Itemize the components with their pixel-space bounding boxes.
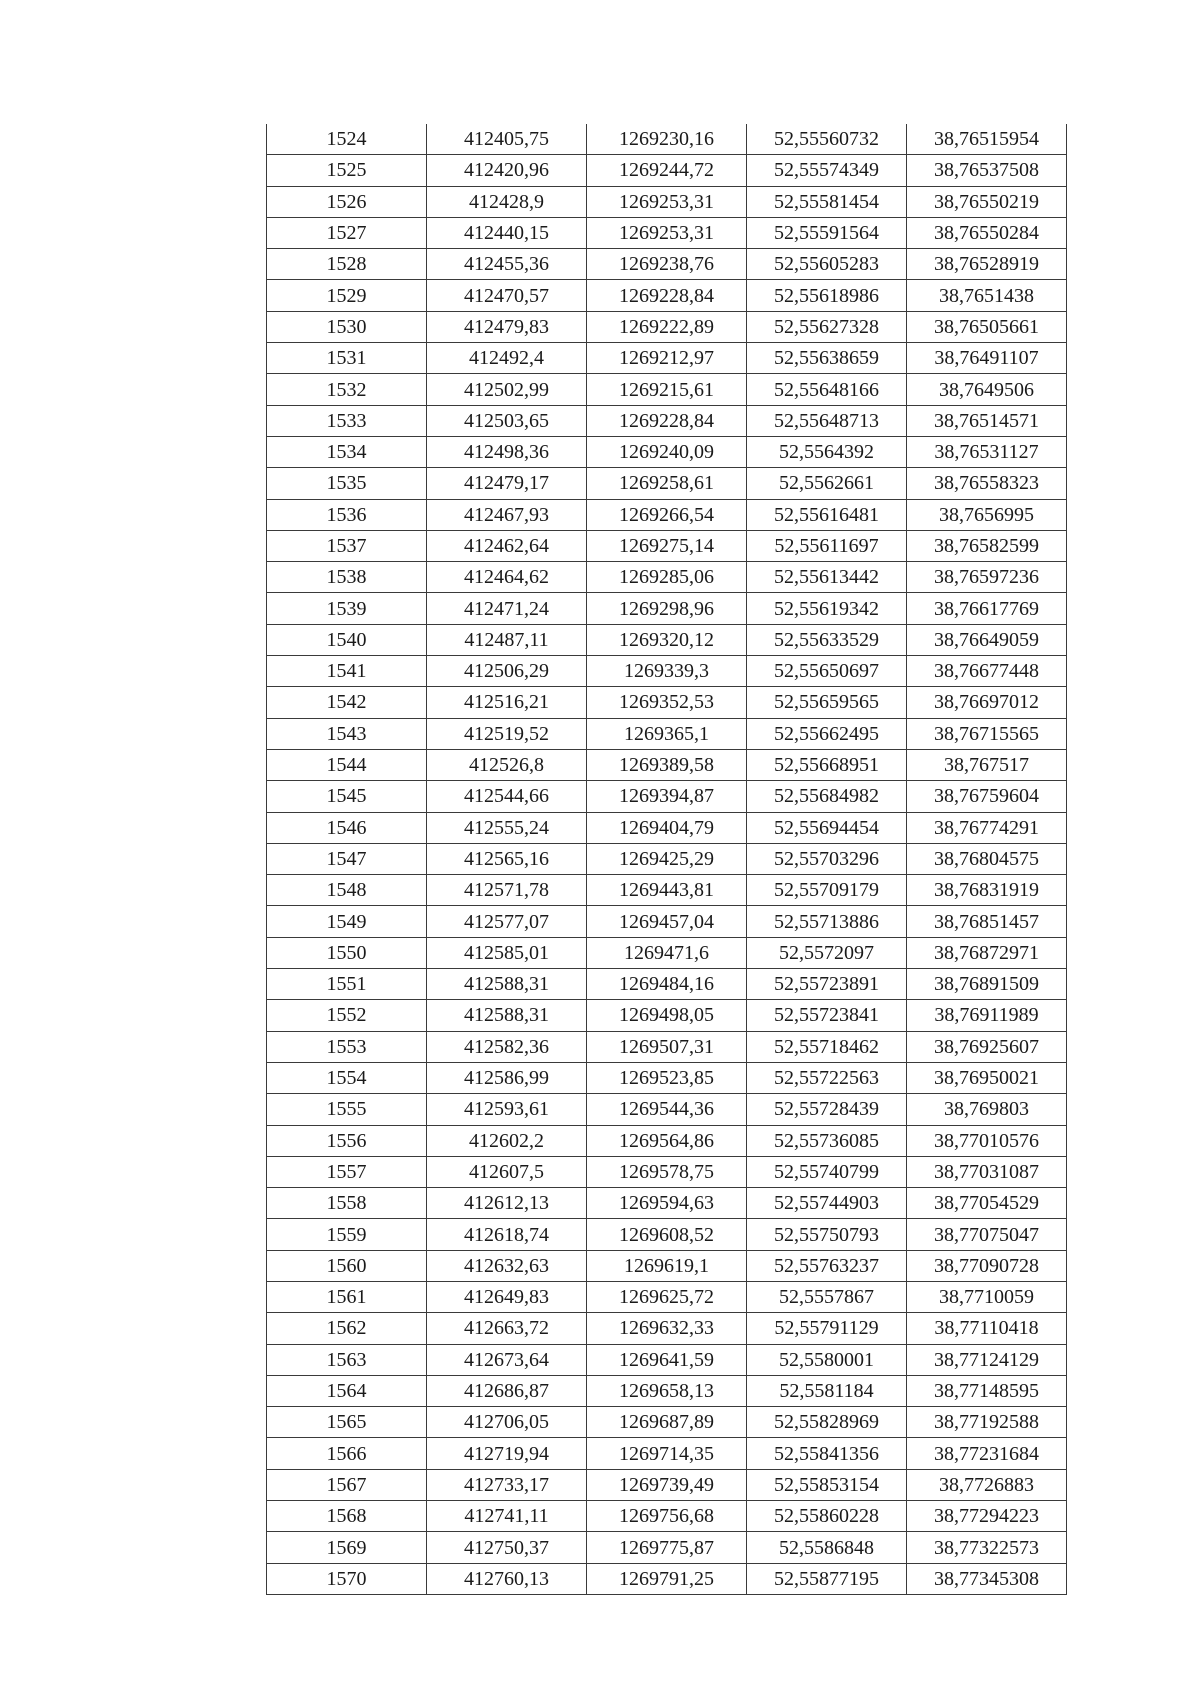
cell-coordinate-x: 412719,94: [427, 1438, 587, 1469]
table-row: [267, 155, 1067, 186]
cell-coordinate-x: 412471,24: [427, 593, 587, 624]
cell-coordinate-x: 412462,64: [427, 530, 587, 561]
cell-coordinate-x: 412602,2: [427, 1125, 587, 1156]
cell-coordinate-x: 412588,31: [427, 1000, 587, 1031]
cell-latitude: 52,55713886: [747, 906, 907, 937]
table-row: [267, 374, 1067, 405]
cell-point-number: 1560: [267, 1250, 427, 1281]
cell-coordinate-x: 412750,37: [427, 1532, 587, 1563]
cell-point-number: 1569: [267, 1532, 427, 1563]
cell-longitude: 38,77110418: [907, 1313, 1067, 1344]
table-row: [267, 530, 1067, 561]
table-row: [267, 436, 1067, 467]
cell-point-number: 1547: [267, 843, 427, 874]
cell-coordinate-y: 1269298,96: [587, 593, 747, 624]
cell-latitude: 52,55619342: [747, 593, 907, 624]
cell-longitude: 38,769803: [907, 1094, 1067, 1125]
cell-coordinate-y: 1269266,54: [587, 499, 747, 530]
cell-coordinate-x: 412470,57: [427, 280, 587, 311]
cell-coordinate-y: 1269714,35: [587, 1438, 747, 1469]
cell-coordinate-y: 1269608,52: [587, 1219, 747, 1250]
cell-latitude: 52,5557867: [747, 1281, 907, 1312]
cell-point-number: 1570: [267, 1563, 427, 1594]
cell-point-number: 1544: [267, 749, 427, 780]
table-row: [267, 186, 1067, 217]
cell-longitude: 38,77010576: [907, 1125, 1067, 1156]
cell-point-number: 1556: [267, 1125, 427, 1156]
cell-point-number: 1532: [267, 374, 427, 405]
cell-point-number: 1562: [267, 1313, 427, 1344]
cell-longitude: 38,77231684: [907, 1438, 1067, 1469]
cell-point-number: 1546: [267, 812, 427, 843]
cell-coordinate-x: 412649,83: [427, 1281, 587, 1312]
cell-coordinate-y: 1269594,63: [587, 1188, 747, 1219]
table-row: [267, 280, 1067, 311]
table-row: [267, 969, 1067, 1000]
cell-point-number: 1567: [267, 1469, 427, 1500]
cell-coordinate-x: 412467,93: [427, 499, 587, 530]
cell-coordinate-y: 1269275,14: [587, 530, 747, 561]
cell-coordinate-y: 1269285,06: [587, 562, 747, 593]
table-row: [267, 1062, 1067, 1093]
table-row: [267, 1438, 1067, 1469]
cell-point-number: 1526: [267, 186, 427, 217]
cell-latitude: 52,55616481: [747, 499, 907, 530]
cell-point-number: 1549: [267, 906, 427, 937]
cell-longitude: 38,77148595: [907, 1375, 1067, 1406]
table-row: [267, 343, 1067, 374]
cell-latitude: 52,55668951: [747, 749, 907, 780]
cell-longitude: 38,76851457: [907, 906, 1067, 937]
table-row: [267, 937, 1067, 968]
cell-latitude: 52,5572097: [747, 937, 907, 968]
cell-latitude: 52,55648166: [747, 374, 907, 405]
table-row: [267, 781, 1067, 812]
cell-coordinate-y: 1269339,3: [587, 656, 747, 687]
cell-point-number: 1524: [267, 124, 427, 155]
cell-point-number: 1540: [267, 624, 427, 655]
cell-coordinate-x: 412464,62: [427, 562, 587, 593]
table-row: [267, 875, 1067, 906]
cell-point-number: 1568: [267, 1501, 427, 1532]
cell-point-number: 1561: [267, 1281, 427, 1312]
cell-point-number: 1559: [267, 1219, 427, 1250]
cell-coordinate-x: 412577,07: [427, 906, 587, 937]
cell-longitude: 38,76677448: [907, 656, 1067, 687]
cell-coordinate-y: 1269739,49: [587, 1469, 747, 1500]
cell-latitude: 52,55638659: [747, 343, 907, 374]
table-row: [267, 812, 1067, 843]
cell-latitude: 52,55736085: [747, 1125, 907, 1156]
cell-coordinate-y: 1269641,59: [587, 1344, 747, 1375]
cell-coordinate-y: 1269320,12: [587, 624, 747, 655]
table-row: [267, 124, 1067, 155]
cell-point-number: 1534: [267, 436, 427, 467]
cell-latitude: 52,55791129: [747, 1313, 907, 1344]
cell-latitude: 52,55860228: [747, 1501, 907, 1532]
cell-coordinate-y: 1269498,05: [587, 1000, 747, 1031]
cell-longitude: 38,767517: [907, 749, 1067, 780]
cell-point-number: 1529: [267, 280, 427, 311]
cell-point-number: 1538: [267, 562, 427, 593]
cell-coordinate-x: 412741,11: [427, 1501, 587, 1532]
cell-latitude: 52,55718462: [747, 1031, 907, 1062]
cell-latitude: 52,55605283: [747, 249, 907, 280]
table-row: [267, 405, 1067, 436]
cell-coordinate-y: 1269228,84: [587, 280, 747, 311]
cell-coordinate-x: 412502,99: [427, 374, 587, 405]
table-row: [267, 1469, 1067, 1500]
cell-coordinate-y: 1269658,13: [587, 1375, 747, 1406]
table-row: [267, 1031, 1067, 1062]
table-row: [267, 1281, 1067, 1312]
cell-point-number: 1563: [267, 1344, 427, 1375]
cell-point-number: 1557: [267, 1156, 427, 1187]
cell-latitude: 52,5586848: [747, 1532, 907, 1563]
cell-coordinate-x: 412593,61: [427, 1094, 587, 1125]
cell-latitude: 52,5580001: [747, 1344, 907, 1375]
cell-coordinate-x: 412498,36: [427, 436, 587, 467]
cell-point-number: 1539: [267, 593, 427, 624]
cell-coordinate-x: 412673,64: [427, 1344, 587, 1375]
cell-latitude: 52,55709179: [747, 875, 907, 906]
cell-coordinate-y: 1269425,29: [587, 843, 747, 874]
cell-coordinate-y: 1269228,84: [587, 405, 747, 436]
cell-coordinate-x: 412492,4: [427, 343, 587, 374]
cell-longitude: 38,76804575: [907, 843, 1067, 874]
table-row: [267, 562, 1067, 593]
cell-longitude: 38,7651438: [907, 280, 1067, 311]
cell-coordinate-x: 412519,52: [427, 718, 587, 749]
cell-coordinate-x: 412586,99: [427, 1062, 587, 1093]
cell-coordinate-x: 412440,15: [427, 217, 587, 248]
cell-coordinate-y: 1269244,72: [587, 155, 747, 186]
cell-longitude: 38,77124129: [907, 1344, 1067, 1375]
table-row: [267, 1532, 1067, 1563]
cell-coordinate-x: 412420,96: [427, 155, 587, 186]
cell-coordinate-x: 412686,87: [427, 1375, 587, 1406]
cell-point-number: 1543: [267, 718, 427, 749]
cell-coordinate-y: 1269352,53: [587, 687, 747, 718]
cell-point-number: 1555: [267, 1094, 427, 1125]
table-row: [267, 1501, 1067, 1532]
cell-longitude: 38,76774291: [907, 812, 1067, 843]
cell-point-number: 1565: [267, 1407, 427, 1438]
cell-coordinate-y: 1269756,68: [587, 1501, 747, 1532]
cell-coordinate-y: 1269507,31: [587, 1031, 747, 1062]
coordinates-table-body: [267, 124, 1067, 1594]
cell-longitude: 38,76597236: [907, 562, 1067, 593]
cell-longitude: 38,76550219: [907, 186, 1067, 217]
table-row: [267, 499, 1067, 530]
cell-point-number: 1535: [267, 468, 427, 499]
cell-longitude: 38,76514571: [907, 405, 1067, 436]
cell-point-number: 1551: [267, 969, 427, 1000]
cell-coordinate-x: 412706,05: [427, 1407, 587, 1438]
cell-point-number: 1530: [267, 311, 427, 342]
cell-point-number: 1527: [267, 217, 427, 248]
table-row: [267, 749, 1067, 780]
cell-longitude: 38,76537508: [907, 155, 1067, 186]
cell-coordinate-y: 1269457,04: [587, 906, 747, 937]
cell-latitude: 52,55662495: [747, 718, 907, 749]
cell-coordinate-y: 1269619,1: [587, 1250, 747, 1281]
cell-coordinate-y: 1269258,61: [587, 468, 747, 499]
cell-coordinate-y: 1269253,31: [587, 217, 747, 248]
table-row: [267, 1375, 1067, 1406]
cell-longitude: 38,77345308: [907, 1563, 1067, 1594]
cell-coordinate-x: 412428,9: [427, 186, 587, 217]
cell-latitude: 52,55591564: [747, 217, 907, 248]
coordinates-table: [266, 124, 1067, 1595]
cell-latitude: 52,55763237: [747, 1250, 907, 1281]
cell-longitude: 38,77322573: [907, 1532, 1067, 1563]
cell-latitude: 52,55613442: [747, 562, 907, 593]
cell-coordinate-x: 412612,13: [427, 1188, 587, 1219]
cell-point-number: 1542: [267, 687, 427, 718]
cell-point-number: 1537: [267, 530, 427, 561]
cell-coordinate-y: 1269389,58: [587, 749, 747, 780]
cell-longitude: 38,76649059: [907, 624, 1067, 655]
cell-point-number: 1545: [267, 781, 427, 812]
cell-coordinate-x: 412455,36: [427, 249, 587, 280]
cell-longitude: 38,77090728: [907, 1250, 1067, 1281]
cell-latitude: 52,55633529: [747, 624, 907, 655]
cell-coordinate-y: 1269471,6: [587, 937, 747, 968]
cell-latitude: 52,55828969: [747, 1407, 907, 1438]
cell-coordinate-y: 1269215,61: [587, 374, 747, 405]
cell-coordinate-y: 1269240,09: [587, 436, 747, 467]
cell-coordinate-y: 1269687,89: [587, 1407, 747, 1438]
cell-longitude: 38,76697012: [907, 687, 1067, 718]
cell-point-number: 1550: [267, 937, 427, 968]
cell-longitude: 38,76911989: [907, 1000, 1067, 1031]
cell-latitude: 52,55694454: [747, 812, 907, 843]
table-row: [267, 311, 1067, 342]
cell-coordinate-y: 1269484,16: [587, 969, 747, 1000]
cell-point-number: 1564: [267, 1375, 427, 1406]
cell-longitude: 38,76950021: [907, 1062, 1067, 1093]
cell-latitude: 52,55722563: [747, 1062, 907, 1093]
cell-coordinate-y: 1269212,97: [587, 343, 747, 374]
cell-longitude: 38,7656995: [907, 499, 1067, 530]
cell-coordinate-y: 1269443,81: [587, 875, 747, 906]
cell-latitude: 52,5562661: [747, 468, 907, 499]
cell-point-number: 1548: [267, 875, 427, 906]
table-row: [267, 468, 1067, 499]
cell-latitude: 52,55728439: [747, 1094, 907, 1125]
cell-coordinate-x: 412585,01: [427, 937, 587, 968]
cell-coordinate-x: 412506,29: [427, 656, 587, 687]
cell-point-number: 1554: [267, 1062, 427, 1093]
table-row: [267, 1313, 1067, 1344]
cell-coordinate-x: 412582,36: [427, 1031, 587, 1062]
cell-point-number: 1541: [267, 656, 427, 687]
cell-longitude: 38,77294223: [907, 1501, 1067, 1532]
cell-longitude: 38,76891509: [907, 969, 1067, 1000]
cell-latitude: 52,55560732: [747, 124, 907, 155]
cell-latitude: 52,55703296: [747, 843, 907, 874]
cell-latitude: 52,55853154: [747, 1469, 907, 1500]
cell-coordinate-x: 412565,16: [427, 843, 587, 874]
table-row: [267, 1156, 1067, 1187]
cell-latitude: 52,5564392: [747, 436, 907, 467]
cell-coordinate-y: 1269791,25: [587, 1563, 747, 1594]
cell-coordinate-x: 412607,5: [427, 1156, 587, 1187]
cell-longitude: 38,7649506: [907, 374, 1067, 405]
table-row: [267, 1250, 1067, 1281]
cell-coordinate-y: 1269578,75: [587, 1156, 747, 1187]
table-row: [267, 1407, 1067, 1438]
cell-point-number: 1528: [267, 249, 427, 280]
cell-coordinate-x: 412526,8: [427, 749, 587, 780]
cell-coordinate-x: 412503,65: [427, 405, 587, 436]
table-row: [267, 624, 1067, 655]
cell-coordinate-y: 1269632,33: [587, 1313, 747, 1344]
table-row: [267, 1188, 1067, 1219]
cell-coordinate-y: 1269625,72: [587, 1281, 747, 1312]
table-row: [267, 1125, 1067, 1156]
table-row: [267, 249, 1067, 280]
cell-latitude: 52,55684982: [747, 781, 907, 812]
cell-longitude: 38,7726883: [907, 1469, 1067, 1500]
cell-longitude: 38,76558323: [907, 468, 1067, 499]
cell-latitude: 52,55841356: [747, 1438, 907, 1469]
cell-longitude: 38,76531127: [907, 436, 1067, 467]
cell-longitude: 38,77075047: [907, 1219, 1067, 1250]
cell-longitude: 38,76515954: [907, 124, 1067, 155]
cell-latitude: 52,55659565: [747, 687, 907, 718]
cell-latitude: 52,55581454: [747, 186, 907, 217]
cell-point-number: 1531: [267, 343, 427, 374]
cell-coordinate-x: 412733,17: [427, 1469, 587, 1500]
cell-coordinate-y: 1269404,79: [587, 812, 747, 843]
table-row: [267, 1094, 1067, 1125]
table-row: [267, 1344, 1067, 1375]
cell-coordinate-y: 1269230,16: [587, 124, 747, 155]
cell-longitude: 38,76491107: [907, 343, 1067, 374]
cell-longitude: 38,76505661: [907, 311, 1067, 342]
cell-latitude: 52,55611697: [747, 530, 907, 561]
cell-latitude: 52,55877195: [747, 1563, 907, 1594]
cell-coordinate-x: 412618,74: [427, 1219, 587, 1250]
table-row: [267, 906, 1067, 937]
cell-coordinate-x: 412479,17: [427, 468, 587, 499]
cell-latitude: 52,55750793: [747, 1219, 907, 1250]
cell-longitude: 38,76528919: [907, 249, 1067, 280]
cell-point-number: 1552: [267, 1000, 427, 1031]
cell-longitude: 38,76550284: [907, 217, 1067, 248]
table-row: [267, 217, 1067, 248]
cell-coordinate-x: 412571,78: [427, 875, 587, 906]
cell-coordinate-x: 412760,13: [427, 1563, 587, 1594]
cell-point-number: 1558: [267, 1188, 427, 1219]
cell-longitude: 38,7710059: [907, 1281, 1067, 1312]
cell-coordinate-x: 412588,31: [427, 969, 587, 1000]
cell-coordinate-y: 1269253,31: [587, 186, 747, 217]
cell-latitude: 52,55723891: [747, 969, 907, 1000]
cell-latitude: 52,55740799: [747, 1156, 907, 1187]
cell-coordinate-y: 1269365,1: [587, 718, 747, 749]
cell-longitude: 38,77192588: [907, 1407, 1067, 1438]
cell-coordinate-x: 412487,11: [427, 624, 587, 655]
cell-coordinate-x: 412555,24: [427, 812, 587, 843]
table-row: [267, 1563, 1067, 1594]
table-row: [267, 687, 1067, 718]
cell-coordinate-x: 412479,83: [427, 311, 587, 342]
cell-longitude: 38,76872971: [907, 937, 1067, 968]
cell-coordinate-y: 1269775,87: [587, 1532, 747, 1563]
cell-latitude: 52,55744903: [747, 1188, 907, 1219]
cell-latitude: 52,55618986: [747, 280, 907, 311]
table-row: [267, 1219, 1067, 1250]
cell-latitude: 52,55648713: [747, 405, 907, 436]
table-row: [267, 656, 1067, 687]
cell-longitude: 38,76582599: [907, 530, 1067, 561]
table-row: [267, 718, 1067, 749]
cell-longitude: 38,77054529: [907, 1188, 1067, 1219]
table-row: [267, 593, 1067, 624]
cell-longitude: 38,76617769: [907, 593, 1067, 624]
cell-coordinate-y: 1269238,76: [587, 249, 747, 280]
cell-point-number: 1525: [267, 155, 427, 186]
table-row: [267, 1000, 1067, 1031]
cell-longitude: 38,76831919: [907, 875, 1067, 906]
cell-latitude: 52,55627328: [747, 311, 907, 342]
cell-point-number: 1566: [267, 1438, 427, 1469]
cell-latitude: 52,55723841: [747, 1000, 907, 1031]
cell-coordinate-y: 1269222,89: [587, 311, 747, 342]
cell-longitude: 38,76759604: [907, 781, 1067, 812]
cell-latitude: 52,55650697: [747, 656, 907, 687]
cell-longitude: 38,76715565: [907, 718, 1067, 749]
cell-coordinate-x: 412632,63: [427, 1250, 587, 1281]
cell-latitude: 52,55574349: [747, 155, 907, 186]
cell-coordinate-x: 412663,72: [427, 1313, 587, 1344]
cell-longitude: 38,77031087: [907, 1156, 1067, 1187]
table-row: [267, 843, 1067, 874]
cell-longitude: 38,76925607: [907, 1031, 1067, 1062]
cell-latitude: 52,5581184: [747, 1375, 907, 1406]
cell-point-number: 1536: [267, 499, 427, 530]
cell-coordinate-y: 1269564,86: [587, 1125, 747, 1156]
cell-point-number: 1553: [267, 1031, 427, 1062]
cell-coordinate-x: 412405,75: [427, 124, 587, 155]
cell-coordinate-y: 1269394,87: [587, 781, 747, 812]
cell-coordinate-y: 1269523,85: [587, 1062, 747, 1093]
cell-coordinate-x: 412544,66: [427, 781, 587, 812]
cell-coordinate-x: 412516,21: [427, 687, 587, 718]
cell-coordinate-y: 1269544,36: [587, 1094, 747, 1125]
cell-point-number: 1533: [267, 405, 427, 436]
